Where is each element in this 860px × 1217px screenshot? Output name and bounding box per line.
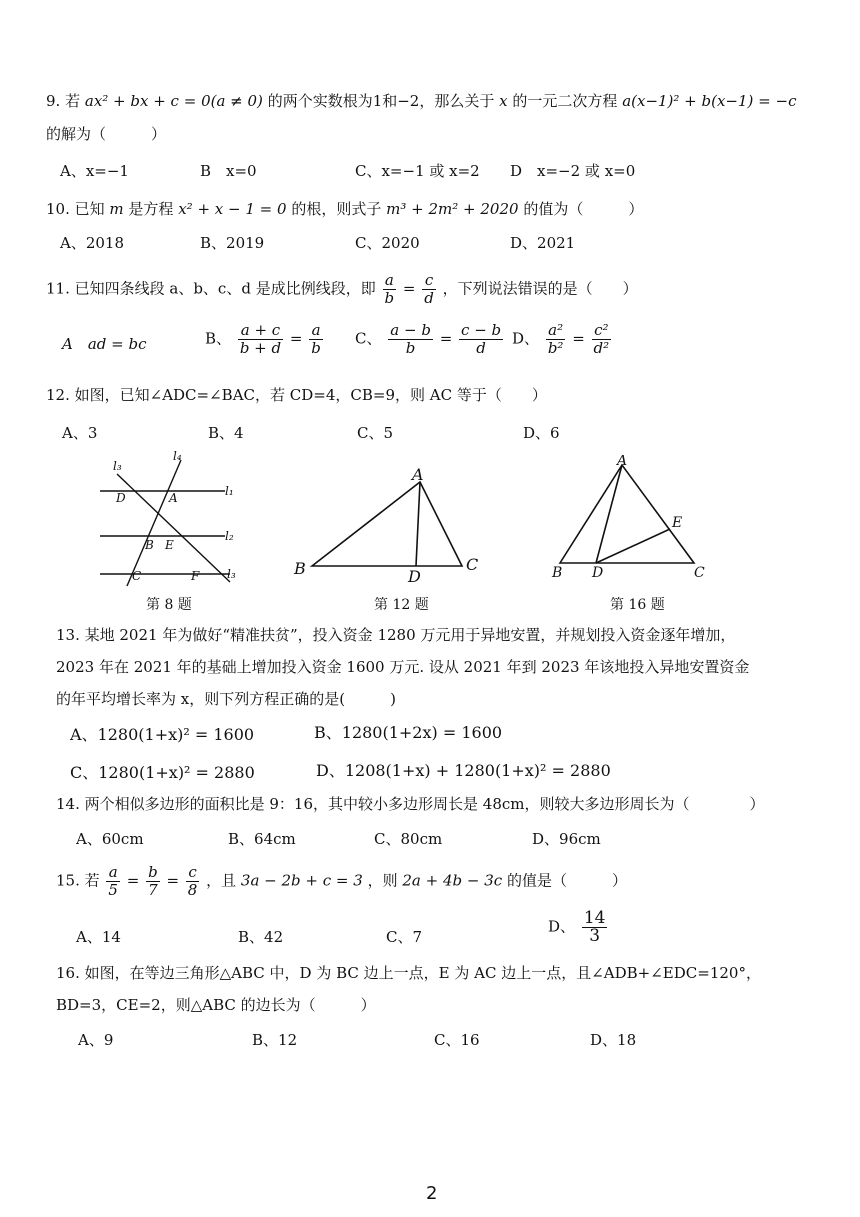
fig12-label-b: B [294, 559, 306, 578]
q14-option-c: C、80cm [374, 830, 443, 848]
q15-option-d-denominator: 3 [589, 926, 601, 946]
figure-16-caption: 第 16 题 [610, 597, 665, 613]
q11-text-b: ，下列说法错误的是（ ） [442, 279, 638, 298]
q14-option-a: A、60cm [76, 830, 144, 848]
q16-option-d: D、18 [590, 1031, 637, 1049]
fig16-label-e: E [672, 515, 683, 531]
fig8-label-f: F [191, 569, 200, 583]
q12-option-d: D、6 [523, 424, 560, 442]
q10-text-d: 的值为（ ） [523, 200, 644, 218]
fig8-label-c: C [132, 569, 142, 583]
q15-option-d [548, 910, 609, 945]
q14-line: 14. 两个相似多边形的面积比是 9：16，其中较小多边形周长是 48cm，则较大多边形周长为（ ） [56, 795, 765, 813]
q12-option-a: A、3 [62, 424, 98, 442]
q9-line2: 的解为（ ） [46, 125, 167, 143]
fig12-label-d: D [408, 567, 421, 585]
fig8-label-l4: l₄ [173, 449, 182, 463]
fig8-label-l3: l₃ [227, 567, 236, 581]
fig8-label-a: A [169, 491, 178, 505]
q15-text-d: 的值是（ ） [506, 871, 627, 890]
q15-condition: 3a − 2b + c = 3 [240, 871, 363, 890]
q16-option-a: A、9 [78, 1031, 114, 1049]
fig12-label-c: C [466, 555, 479, 574]
q16-line1: 16. 如图，在等边三角形△ABC 中，D 为 BC 边上一点，E 为 AC 边上一点，且∠ADB+∠EDC=120°， [56, 964, 761, 982]
q11-option-b-label: B、 [205, 329, 232, 348]
q10-expr: m³ + 2m² + 2020 [386, 200, 519, 218]
q15-text-b: ，且 [206, 871, 237, 890]
q10-line [46, 198, 643, 220]
q11-option-a: A ad = bc [62, 335, 147, 353]
q11-fraction-c-over-d: $\frac{c}{d}$ [424, 271, 434, 307]
q10-option-b: B、2019 [200, 234, 265, 252]
fig8-label-l1: l₁ [225, 484, 234, 498]
q11-option-d-label: D、 [512, 329, 540, 348]
fig8-label-l3-top: l₃ [113, 459, 122, 473]
q15-option-d-label: D、 [548, 917, 576, 936]
q9-option-a: A、x=−1 [60, 162, 129, 180]
q10-text-a: 10. 已知 [46, 200, 105, 218]
q11-line: 11. 已知四条线段 a、b、c、d 是成比例线段，即 $\frac{a}{b}$ = $\frac{c}{d}$ ，下列说法错误的是（ ） [46, 271, 638, 307]
q10-var-m: m [109, 200, 124, 218]
q15-option-c: C、7 [386, 928, 423, 946]
q9-option-d: D x=−2 或 x=0 [510, 162, 636, 180]
q11-fraction-a-over-b: $\frac{a}{b}$ [384, 271, 395, 307]
figure-8-caption: 第 8 题 [146, 597, 192, 613]
q15-text-c: ，则 [367, 871, 398, 890]
q10-text-c: 的根，则式子 [291, 200, 382, 218]
q13-line1: 13. 某地 2021 年为做好“精准扶贫”，投入资金 1280 万元用于异地安置，并规划投入资金逐年增加， [56, 626, 736, 644]
q15-line: 15. 若 $\frac{a}{5}$ = $\frac{b}{7}$ = $\frac{c}{8}$ ，且 3a − 2b + c = 3 ，则 2a + 4b − 3c 的值是（ ） [56, 863, 627, 899]
q15-option-d-numerator: 14 [583, 908, 606, 928]
q9-mid: 的两个实数根为1和−2，那么关于 [267, 92, 495, 110]
q13-line2: 2023 年在 2021 年的基础上增加投入资金 1600 万元. 设从 2021 年到 2023 年该地投入异地安置资金 [56, 658, 750, 676]
q9-option-c: C、x=−1 或 x=2 [355, 162, 480, 180]
q11-option-c-label: C、 [355, 329, 382, 348]
q11-option-c: C、 $\frac{a - b}{b}$ = $\frac{c - b}{d}$ [355, 321, 502, 357]
q10-option-c: C、2020 [355, 234, 420, 252]
q15-option-b: B、42 [238, 928, 284, 946]
figure-16-equilateral-triangle [548, 455, 718, 580]
fig16-label-c: C [694, 565, 705, 580]
figure-8-parallel-lines [95, 448, 255, 588]
q12-line: 12. 如图，已知∠ADC=∠BAC，若 CD=4，CB=9，则 AC 等于（ ） [46, 386, 547, 404]
figure-12-triangle [290, 460, 490, 585]
q11-option-b: B、 $\frac{a + c}{b + d}$ = $\frac{a}{b}$ [205, 321, 321, 357]
q11-text-a: 11. 已知四条线段 a、b、c、d 是成比例线段，即 [46, 279, 376, 298]
q16-option-b: B、12 [252, 1031, 298, 1049]
q10-eq: x² + x − 1 = 0 [178, 200, 287, 218]
page-number: 2 [426, 1183, 438, 1204]
q9-eq1: ax² + bx + c = 0(a ≠ 0) [84, 92, 263, 110]
fig8-label-d: D [116, 491, 126, 505]
q16-line2: BD=3，CE=2，则△ABC 的边长为（ ） [56, 996, 376, 1014]
fig8-label-e: E [165, 538, 174, 552]
q14-option-b: B、64cm [228, 830, 296, 848]
q9-eq2: a(x−1)² + b(x−1) = −c [622, 92, 797, 110]
q15-option-a: A、14 [76, 928, 121, 946]
fig16-label-d: D [592, 565, 604, 580]
fig16-label-b: B [552, 565, 563, 580]
q13-line3: 的年平均增长率为 x，则下列方程正确的是( ) [56, 690, 396, 708]
q9-lead: 9. 若 [46, 92, 81, 110]
fig8-label-l2: l₂ [225, 529, 234, 543]
q9-line1 [46, 90, 796, 112]
q10-option-d: D、2021 [510, 234, 576, 252]
q9-var-x: x [499, 92, 508, 110]
q13-option-c: C、1280(1+x)² = 2880 [70, 763, 255, 782]
q13-option-a: A、1280(1+x)² = 1600 [70, 725, 255, 744]
q10-option-a: A、2018 [60, 234, 125, 252]
q11-option-d: D、 $\frac{\text{a²}}{\text{b²}}$ = $\frac{\text{c²}}{\text{d²}}$ [512, 321, 610, 357]
q13-option-b: B、1280(1+2x) = 1600 [314, 723, 503, 742]
q14-option-d: D、96cm [532, 830, 601, 848]
q15-expression: 2a + 4b − 3c [402, 871, 503, 890]
fig12-label-a: A [412, 465, 424, 484]
fig16-label-a: A [617, 455, 628, 469]
q9-option-b: B x=0 [200, 162, 257, 180]
q13-option-d: D、1208(1+x) + 1280(1+x)² = 2880 [316, 761, 611, 780]
q9-tail: 的一元二次方程 [512, 92, 618, 110]
q15-text-a: 15. 若 [56, 871, 100, 890]
q12-option-b: B、4 [208, 424, 244, 442]
q10-text-b: 是方程 [128, 200, 174, 218]
q12-option-c: C、5 [357, 424, 394, 442]
q16-option-c: C、16 [434, 1031, 480, 1049]
figure-12-caption: 第 12 题 [374, 597, 429, 613]
fig8-label-b: B [145, 538, 154, 552]
